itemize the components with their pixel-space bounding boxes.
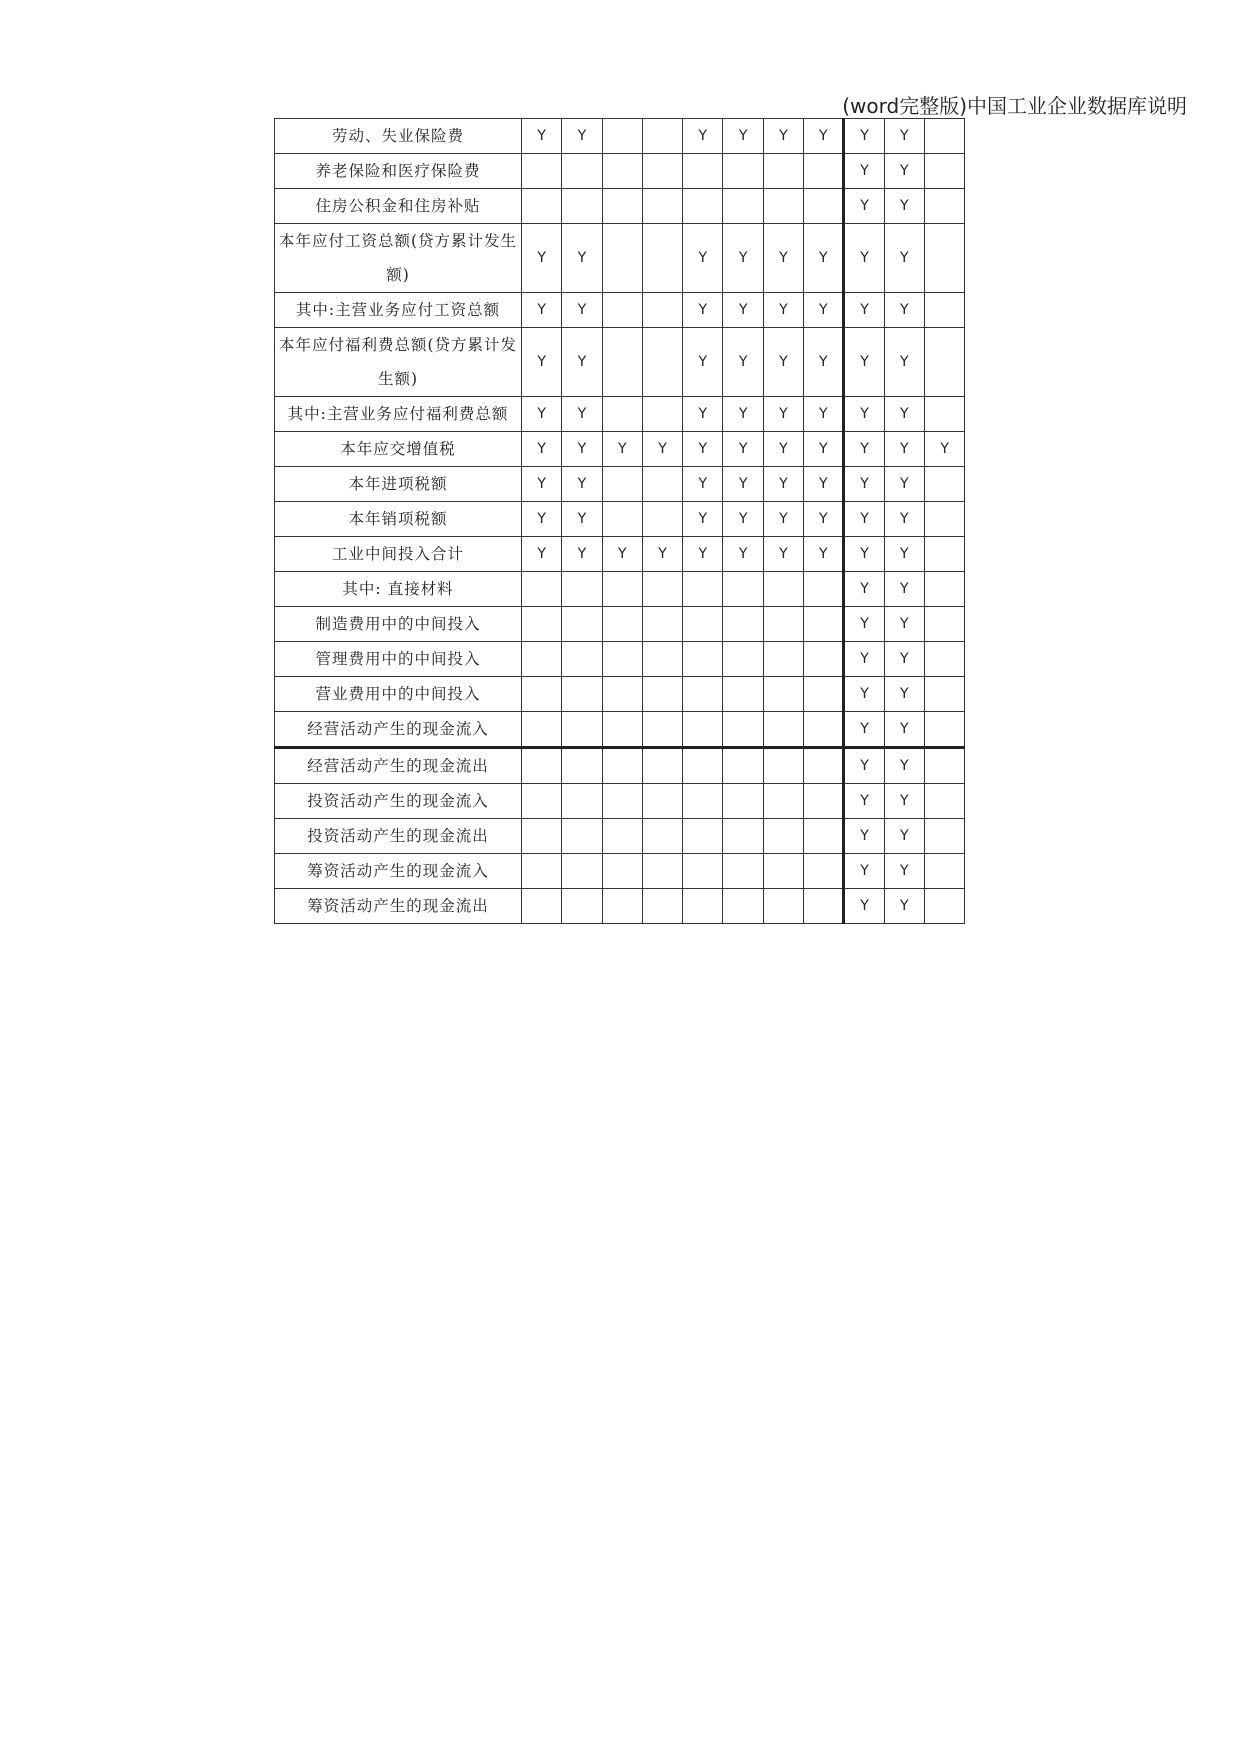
table-cell bbox=[522, 889, 562, 924]
table-cell bbox=[723, 889, 763, 924]
table-cell bbox=[602, 328, 642, 397]
table-cell bbox=[804, 819, 844, 854]
table-cell: Y bbox=[844, 502, 884, 537]
table-cell bbox=[562, 607, 602, 642]
table-row bbox=[275, 889, 965, 924]
table-cell bbox=[522, 154, 562, 189]
table-cell bbox=[683, 854, 723, 889]
table-cell bbox=[763, 642, 803, 677]
table-cell bbox=[642, 712, 682, 748]
table-cell bbox=[642, 189, 682, 224]
table-cell bbox=[683, 748, 723, 784]
table-cell bbox=[602, 119, 642, 154]
table-cell bbox=[522, 854, 562, 889]
table-cell bbox=[723, 677, 763, 712]
table-cell bbox=[522, 677, 562, 712]
table-cell: Y bbox=[884, 854, 924, 889]
table-cell bbox=[924, 154, 964, 189]
table-cell: Y bbox=[683, 328, 723, 397]
table-cell bbox=[602, 677, 642, 712]
table-cell: Y bbox=[884, 189, 924, 224]
table-cell bbox=[642, 467, 682, 502]
row-label: 养老保险和医疗保险费 bbox=[275, 154, 522, 189]
table-cell bbox=[602, 154, 642, 189]
table-cell bbox=[522, 642, 562, 677]
table-cell: Y bbox=[924, 432, 964, 467]
row-label: 本年应付福利费总额(贷方累计发生额) bbox=[275, 328, 522, 397]
table-cell bbox=[723, 607, 763, 642]
table-cell bbox=[562, 154, 602, 189]
table-cell: Y bbox=[884, 889, 924, 924]
table-cell bbox=[924, 642, 964, 677]
table-cell bbox=[642, 572, 682, 607]
table-cell: Y bbox=[602, 537, 642, 572]
table-row bbox=[275, 572, 965, 607]
row-label: 投资活动产生的现金流入 bbox=[275, 784, 522, 819]
table-cell bbox=[924, 293, 964, 328]
row-label: 制造费用中的中间投入 bbox=[275, 607, 522, 642]
table-cell bbox=[683, 889, 723, 924]
table-cell: Y bbox=[723, 397, 763, 432]
table-cell bbox=[804, 854, 844, 889]
table-cell bbox=[602, 889, 642, 924]
table-cell: Y bbox=[844, 607, 884, 642]
table-cell: Y bbox=[884, 748, 924, 784]
table-cell: Y bbox=[683, 537, 723, 572]
table-cell: Y bbox=[884, 119, 924, 154]
table-cell bbox=[522, 189, 562, 224]
table-cell: Y bbox=[562, 537, 602, 572]
table-cell bbox=[924, 502, 964, 537]
table-cell: Y bbox=[844, 642, 884, 677]
table-cell bbox=[683, 642, 723, 677]
table-cell bbox=[522, 607, 562, 642]
table-row bbox=[275, 748, 965, 784]
row-label: 本年销项税额 bbox=[275, 502, 522, 537]
table-cell: Y bbox=[844, 748, 884, 784]
table-row bbox=[275, 154, 965, 189]
table-cell bbox=[642, 748, 682, 784]
table-cell: Y bbox=[884, 572, 924, 607]
table-cell bbox=[562, 642, 602, 677]
table-cell: Y bbox=[884, 607, 924, 642]
table-cell bbox=[723, 572, 763, 607]
table-cell: Y bbox=[562, 397, 602, 432]
table-cell bbox=[924, 119, 964, 154]
table-cell: Y bbox=[844, 119, 884, 154]
table-cell bbox=[924, 712, 964, 748]
table-cell: Y bbox=[763, 328, 803, 397]
table-row bbox=[275, 537, 965, 572]
table-cell bbox=[763, 854, 803, 889]
table-cell bbox=[562, 784, 602, 819]
table-cell bbox=[602, 572, 642, 607]
table-cell bbox=[723, 819, 763, 854]
table-cell bbox=[924, 572, 964, 607]
table-cell: Y bbox=[884, 467, 924, 502]
table-cell: Y bbox=[522, 502, 562, 537]
table-row bbox=[275, 432, 965, 467]
table-cell: Y bbox=[723, 467, 763, 502]
table-cell: Y bbox=[844, 854, 884, 889]
table-cell bbox=[642, 293, 682, 328]
table-cell bbox=[683, 784, 723, 819]
table-cell bbox=[683, 607, 723, 642]
table-cell bbox=[804, 712, 844, 748]
table-cell bbox=[602, 642, 642, 677]
table-cell bbox=[723, 854, 763, 889]
table-cell: Y bbox=[884, 712, 924, 748]
table-cell: Y bbox=[683, 432, 723, 467]
table-cell bbox=[642, 784, 682, 819]
table-cell: Y bbox=[522, 467, 562, 502]
row-label: 本年进项税额 bbox=[275, 467, 522, 502]
table-cell: Y bbox=[804, 119, 844, 154]
table-cell: Y bbox=[804, 328, 844, 397]
table-cell bbox=[683, 677, 723, 712]
table-cell: Y bbox=[562, 328, 602, 397]
table-cell bbox=[763, 607, 803, 642]
table-cell: Y bbox=[884, 537, 924, 572]
row-label: 经营活动产生的现金流出 bbox=[275, 748, 522, 784]
table-cell bbox=[522, 784, 562, 819]
table-cell: Y bbox=[642, 432, 682, 467]
table-cell bbox=[642, 642, 682, 677]
table-cell bbox=[602, 189, 642, 224]
table-cell: Y bbox=[884, 677, 924, 712]
table-cell: Y bbox=[683, 119, 723, 154]
table-cell: Y bbox=[884, 293, 924, 328]
table-cell bbox=[642, 397, 682, 432]
table-cell bbox=[924, 189, 964, 224]
table-cell bbox=[924, 784, 964, 819]
table-row bbox=[275, 328, 965, 397]
table-cell: Y bbox=[723, 502, 763, 537]
table-cell bbox=[804, 677, 844, 712]
table-cell bbox=[642, 819, 682, 854]
table-cell: Y bbox=[683, 224, 723, 293]
table-cell: Y bbox=[562, 432, 602, 467]
table-cell: Y bbox=[884, 502, 924, 537]
table-cell bbox=[522, 572, 562, 607]
table-body bbox=[275, 119, 965, 924]
row-label: 其中: 直接材料 bbox=[275, 572, 522, 607]
table-cell bbox=[924, 748, 964, 784]
table-cell: Y bbox=[844, 677, 884, 712]
table-cell bbox=[562, 189, 602, 224]
table-cell bbox=[522, 819, 562, 854]
table-cell: Y bbox=[683, 293, 723, 328]
table-cell bbox=[522, 712, 562, 748]
table-cell bbox=[763, 784, 803, 819]
row-label: 其中:主营业务应付福利费总额 bbox=[275, 397, 522, 432]
table-cell bbox=[683, 572, 723, 607]
table-cell bbox=[522, 748, 562, 784]
table-cell: Y bbox=[884, 784, 924, 819]
row-label: 本年应交增值税 bbox=[275, 432, 522, 467]
table-cell bbox=[683, 712, 723, 748]
table-cell bbox=[924, 397, 964, 432]
table-cell: Y bbox=[844, 889, 884, 924]
table-cell: Y bbox=[844, 784, 884, 819]
row-label: 工业中间投入合计 bbox=[275, 537, 522, 572]
table-row bbox=[275, 854, 965, 889]
table-cell: Y bbox=[522, 224, 562, 293]
table-row bbox=[275, 224, 965, 293]
table-cell: Y bbox=[723, 432, 763, 467]
table-cell: Y bbox=[763, 119, 803, 154]
table-cell bbox=[602, 607, 642, 642]
table-cell bbox=[763, 748, 803, 784]
table-cell bbox=[562, 748, 602, 784]
table-cell: Y bbox=[763, 537, 803, 572]
table-cell bbox=[642, 154, 682, 189]
table-cell bbox=[562, 819, 602, 854]
table-cell: Y bbox=[804, 432, 844, 467]
table-cell: Y bbox=[804, 397, 844, 432]
table-cell bbox=[562, 854, 602, 889]
table-cell bbox=[683, 154, 723, 189]
table-cell: Y bbox=[522, 432, 562, 467]
table-cell: Y bbox=[884, 819, 924, 854]
table-cell: Y bbox=[884, 642, 924, 677]
table-row bbox=[275, 642, 965, 677]
table-row bbox=[275, 712, 965, 748]
table-cell: Y bbox=[884, 224, 924, 293]
table-cell bbox=[602, 784, 642, 819]
table-cell bbox=[924, 677, 964, 712]
table-cell: Y bbox=[884, 432, 924, 467]
table-cell: Y bbox=[763, 467, 803, 502]
table-cell: Y bbox=[562, 224, 602, 293]
table-cell: Y bbox=[763, 224, 803, 293]
table-cell: Y bbox=[683, 397, 723, 432]
table-cell bbox=[642, 119, 682, 154]
table-cell bbox=[763, 189, 803, 224]
table-cell: Y bbox=[804, 467, 844, 502]
table-cell bbox=[602, 397, 642, 432]
table-cell bbox=[723, 154, 763, 189]
table-cell bbox=[804, 607, 844, 642]
table-cell: Y bbox=[884, 397, 924, 432]
table-cell bbox=[642, 854, 682, 889]
table-cell bbox=[642, 224, 682, 293]
table-cell bbox=[924, 819, 964, 854]
row-label: 投资活动产生的现金流出 bbox=[275, 819, 522, 854]
table-cell bbox=[804, 572, 844, 607]
table-cell: Y bbox=[723, 119, 763, 154]
table-cell bbox=[804, 784, 844, 819]
table-cell bbox=[602, 224, 642, 293]
table-cell: Y bbox=[723, 293, 763, 328]
table-cell bbox=[924, 467, 964, 502]
table-row bbox=[275, 467, 965, 502]
table-cell bbox=[642, 889, 682, 924]
table-cell bbox=[804, 189, 844, 224]
table-cell bbox=[804, 889, 844, 924]
table-cell: Y bbox=[804, 224, 844, 293]
table-cell bbox=[924, 537, 964, 572]
table-cell bbox=[602, 502, 642, 537]
row-label: 经营活动产生的现金流入 bbox=[275, 712, 522, 748]
table-row bbox=[275, 502, 965, 537]
table-cell: Y bbox=[844, 224, 884, 293]
table-cell: Y bbox=[602, 432, 642, 467]
table-cell: Y bbox=[844, 467, 884, 502]
table-row bbox=[275, 293, 965, 328]
table-cell: Y bbox=[562, 502, 602, 537]
table-cell bbox=[804, 642, 844, 677]
table-cell bbox=[804, 154, 844, 189]
table-cell: Y bbox=[522, 119, 562, 154]
table-row bbox=[275, 607, 965, 642]
table-cell bbox=[924, 224, 964, 293]
row-label: 本年应付工资总额(贷方累计发生额) bbox=[275, 224, 522, 293]
table-cell: Y bbox=[683, 502, 723, 537]
table-cell: Y bbox=[562, 293, 602, 328]
table-cell: Y bbox=[642, 537, 682, 572]
row-label: 管理费用中的中间投入 bbox=[275, 642, 522, 677]
table-cell: Y bbox=[844, 572, 884, 607]
table-cell: Y bbox=[844, 537, 884, 572]
table-cell: Y bbox=[562, 467, 602, 502]
table-cell: Y bbox=[562, 119, 602, 154]
table-cell bbox=[763, 819, 803, 854]
table-cell: Y bbox=[522, 397, 562, 432]
row-label: 营业费用中的中间投入 bbox=[275, 677, 522, 712]
table-row bbox=[275, 677, 965, 712]
table-cell: Y bbox=[804, 293, 844, 328]
table-cell bbox=[683, 189, 723, 224]
table-cell bbox=[602, 467, 642, 502]
table-cell bbox=[562, 677, 602, 712]
table-cell: Y bbox=[884, 328, 924, 397]
table-row bbox=[275, 819, 965, 854]
row-label: 住房公积金和住房补贴 bbox=[275, 189, 522, 224]
table-cell bbox=[602, 712, 642, 748]
table-row bbox=[275, 784, 965, 819]
table-cell: Y bbox=[763, 502, 803, 537]
table-cell: Y bbox=[844, 819, 884, 854]
table-cell: Y bbox=[804, 502, 844, 537]
table-cell bbox=[723, 189, 763, 224]
table-cell: Y bbox=[844, 189, 884, 224]
table-cell bbox=[602, 748, 642, 784]
table-cell: Y bbox=[844, 712, 884, 748]
row-label: 筹资活动产生的现金流入 bbox=[275, 854, 522, 889]
table-cell: Y bbox=[884, 154, 924, 189]
table-cell: Y bbox=[522, 293, 562, 328]
table-cell: Y bbox=[763, 432, 803, 467]
table-cell bbox=[642, 607, 682, 642]
table-cell bbox=[562, 572, 602, 607]
table-row bbox=[275, 119, 965, 154]
table-cell bbox=[642, 502, 682, 537]
table-cell bbox=[723, 784, 763, 819]
table-row bbox=[275, 189, 965, 224]
table-cell bbox=[763, 712, 803, 748]
table-cell: Y bbox=[683, 467, 723, 502]
table-cell: Y bbox=[844, 397, 884, 432]
table-cell: Y bbox=[522, 328, 562, 397]
table-cell: Y bbox=[763, 293, 803, 328]
table-cell: Y bbox=[844, 432, 884, 467]
table-cell: Y bbox=[804, 537, 844, 572]
row-label: 劳动、失业保险费 bbox=[275, 119, 522, 154]
table-cell: Y bbox=[844, 154, 884, 189]
table-cell: Y bbox=[522, 537, 562, 572]
table-cell bbox=[924, 854, 964, 889]
table-cell: Y bbox=[844, 293, 884, 328]
table-row bbox=[275, 397, 965, 432]
table-cell bbox=[683, 819, 723, 854]
table-cell bbox=[763, 677, 803, 712]
table-cell bbox=[642, 677, 682, 712]
table-cell bbox=[723, 712, 763, 748]
table-cell: Y bbox=[723, 224, 763, 293]
table-cell bbox=[924, 328, 964, 397]
table-cell bbox=[602, 293, 642, 328]
table-cell bbox=[562, 712, 602, 748]
table-cell bbox=[723, 748, 763, 784]
table-cell bbox=[924, 607, 964, 642]
row-label: 筹资活动产生的现金流出 bbox=[275, 889, 522, 924]
table-cell: Y bbox=[723, 537, 763, 572]
table-cell bbox=[562, 889, 602, 924]
table-cell bbox=[642, 328, 682, 397]
table-cell bbox=[763, 572, 803, 607]
table-cell bbox=[602, 819, 642, 854]
table-cell bbox=[602, 854, 642, 889]
table-cell bbox=[723, 642, 763, 677]
table-cell bbox=[804, 748, 844, 784]
table-cell bbox=[763, 154, 803, 189]
table-cell bbox=[924, 889, 964, 924]
page-header-title: (word完整版)中国工业企业数据库说明 bbox=[842, 94, 1187, 118]
table-cell: Y bbox=[763, 397, 803, 432]
availability-table bbox=[274, 118, 965, 924]
table-cell: Y bbox=[723, 328, 763, 397]
table-cell: Y bbox=[844, 328, 884, 397]
row-label: 其中:主营业务应付工资总额 bbox=[275, 293, 522, 328]
table-cell bbox=[763, 889, 803, 924]
